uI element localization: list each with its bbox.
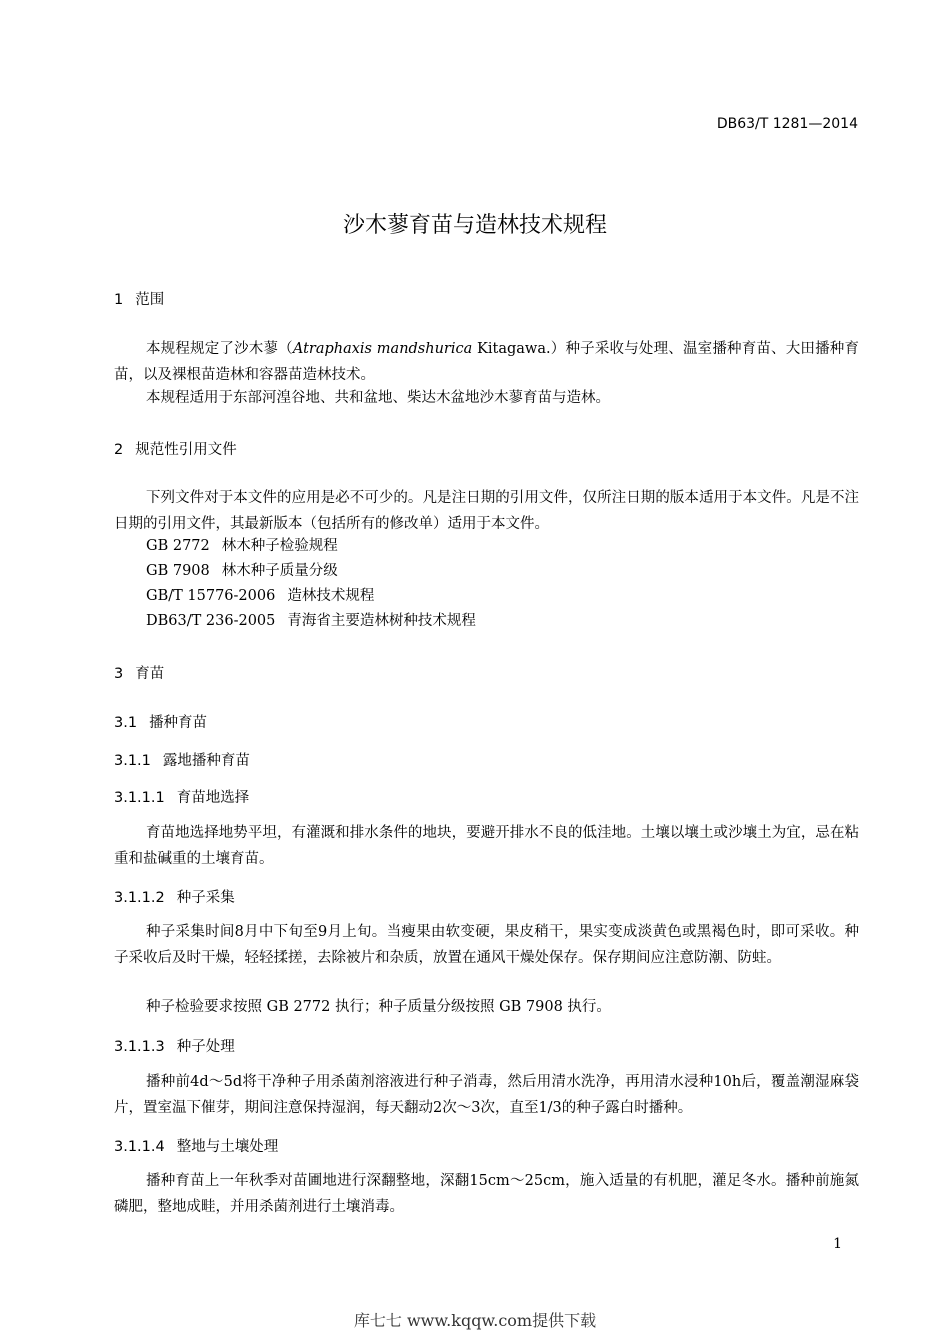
footer-watermark: 库七七 www.kqqw.com提供下载	[353, 1311, 597, 1330]
section-3-1-1-3-heading	[114, 1035, 235, 1056]
reference-title: 造林技术规程	[287, 588, 375, 604]
section-title: 育苗地选择	[176, 790, 250, 806]
standard-code: DB63/T 1281—2014	[716, 116, 858, 132]
section-3-1-1-2-paragraph-1: 种子采集时间8月中下旬至9月上旬。当瘦果由软变硬，果皮稍干，果实变成淡黄色或黑褐色时，即可采收。种子采收后及时干燥，轻轻揉搓，去除被片和杂质，放置在通风干燥处保存。保存期间应注意防潮、防蛀。	[114, 924, 859, 966]
section-title: 播种育苗	[149, 715, 208, 731]
reference-title: 林木种子质量分级	[221, 563, 338, 579]
section-3-1-1-4-paragraph: 播种育苗上一年秋季对苗圃地进行深翻整地，深翻15cm～25cm，施入适量的有机肥，灌足冬水。播种前施氮磷肥，整地成畦，并用杀菌剂进行土壤消毒。	[114, 1173, 859, 1215]
section-2-heading	[114, 438, 237, 459]
reference-title: 青海省主要造林树种技术规程	[287, 613, 476, 629]
section-number: 2	[114, 442, 124, 458]
reference-code: GB 2772	[146, 538, 210, 554]
section-title: 范围	[135, 292, 165, 308]
section-number: 3.1.1.4	[114, 1139, 165, 1155]
section-number: 3.1.1.3	[114, 1039, 165, 1055]
reference-item	[146, 609, 476, 634]
section-1-paragraph-2: 本规程适用于东部河湟谷地、共和盆地、柴达木盆地沙木蓼育苗与造林。	[146, 390, 610, 406]
document-title: 沙木蓼育苗与造林技术规程	[342, 213, 607, 238]
reference-code: DB63/T 236-2005	[146, 613, 276, 629]
text-segment: 本规程规定了沙木蓼（	[146, 341, 293, 357]
section-title: 种子采集	[176, 890, 235, 906]
section-3-1-1-1-paragraph: 育苗地选择地势平坦，有灌溉和排水条件的地块，要避开排水不良的低洼地。土壤以壤土或沙壤土为宜，忌在粘重和盐碱重的土壤育苗。	[114, 825, 859, 867]
latin-name: Atraphaxis mandshurica	[292, 341, 473, 357]
section-3-1-1-3-paragraph: 播种前4d～5d将干净种子用杀菌剂溶液进行种子消毒，然后用清水洗净，再用清水浸种10h后，覆盖潮湿麻袋片，置室温下催芽，期间注意保持湿润，每天翻动2次～3次，直至1/3的种子露白时播种。	[114, 1074, 859, 1116]
reference-code: GB/T 15776-2006	[146, 588, 276, 604]
reference-item	[146, 534, 338, 559]
section-1-paragraph-1	[114, 336, 859, 388]
reference-title: 林木种子检验规程	[221, 538, 338, 554]
section-number: 3.1.1.2	[114, 890, 165, 906]
section-3-1-1-4-heading	[114, 1135, 278, 1156]
section-title: 育苗	[135, 666, 165, 682]
section-3-1-1-1-heading	[114, 786, 249, 807]
section-number: 1	[114, 292, 124, 308]
section-2-paragraph: 下列文件对于本文件的应用是必不可少的。凡是注日期的引用文件，仅所注日期的版本适用于本文件。凡是不注日期的引用文件，其最新版本（包括所有的修改单）适用于本文件。	[114, 490, 859, 532]
section-number: 3	[114, 666, 124, 682]
section-3-1-heading	[114, 711, 207, 732]
section-title: 规范性引用文件	[135, 442, 237, 458]
section-1-heading	[114, 288, 164, 309]
page-number: 1	[833, 1236, 842, 1252]
reference-item	[146, 584, 374, 609]
section-title: 整地与土壤处理	[176, 1139, 279, 1155]
section-3-1-1-2-heading	[114, 886, 235, 907]
section-number: 3.1.1	[114, 753, 151, 769]
section-3-heading	[114, 662, 164, 683]
reference-code: GB 7908	[146, 563, 210, 579]
section-3-1-1-2-paragraph-2: 种子检验要求按照 GB 2772 执行；种子质量分级按照 GB 7908 执行。	[146, 999, 611, 1015]
section-3-1-1-heading	[114, 749, 250, 770]
section-title: 露地播种育苗	[162, 753, 250, 769]
reference-item	[146, 559, 338, 584]
section-title: 种子处理	[176, 1039, 235, 1055]
section-number: 3.1	[114, 715, 138, 731]
section-number: 3.1.1.1	[114, 790, 165, 806]
text-segment: Kitagawa.）种子采收与处理、温室播种育苗、大田播种育苗，以及裸根苗造林和容器苗造林技术。	[114, 341, 859, 383]
